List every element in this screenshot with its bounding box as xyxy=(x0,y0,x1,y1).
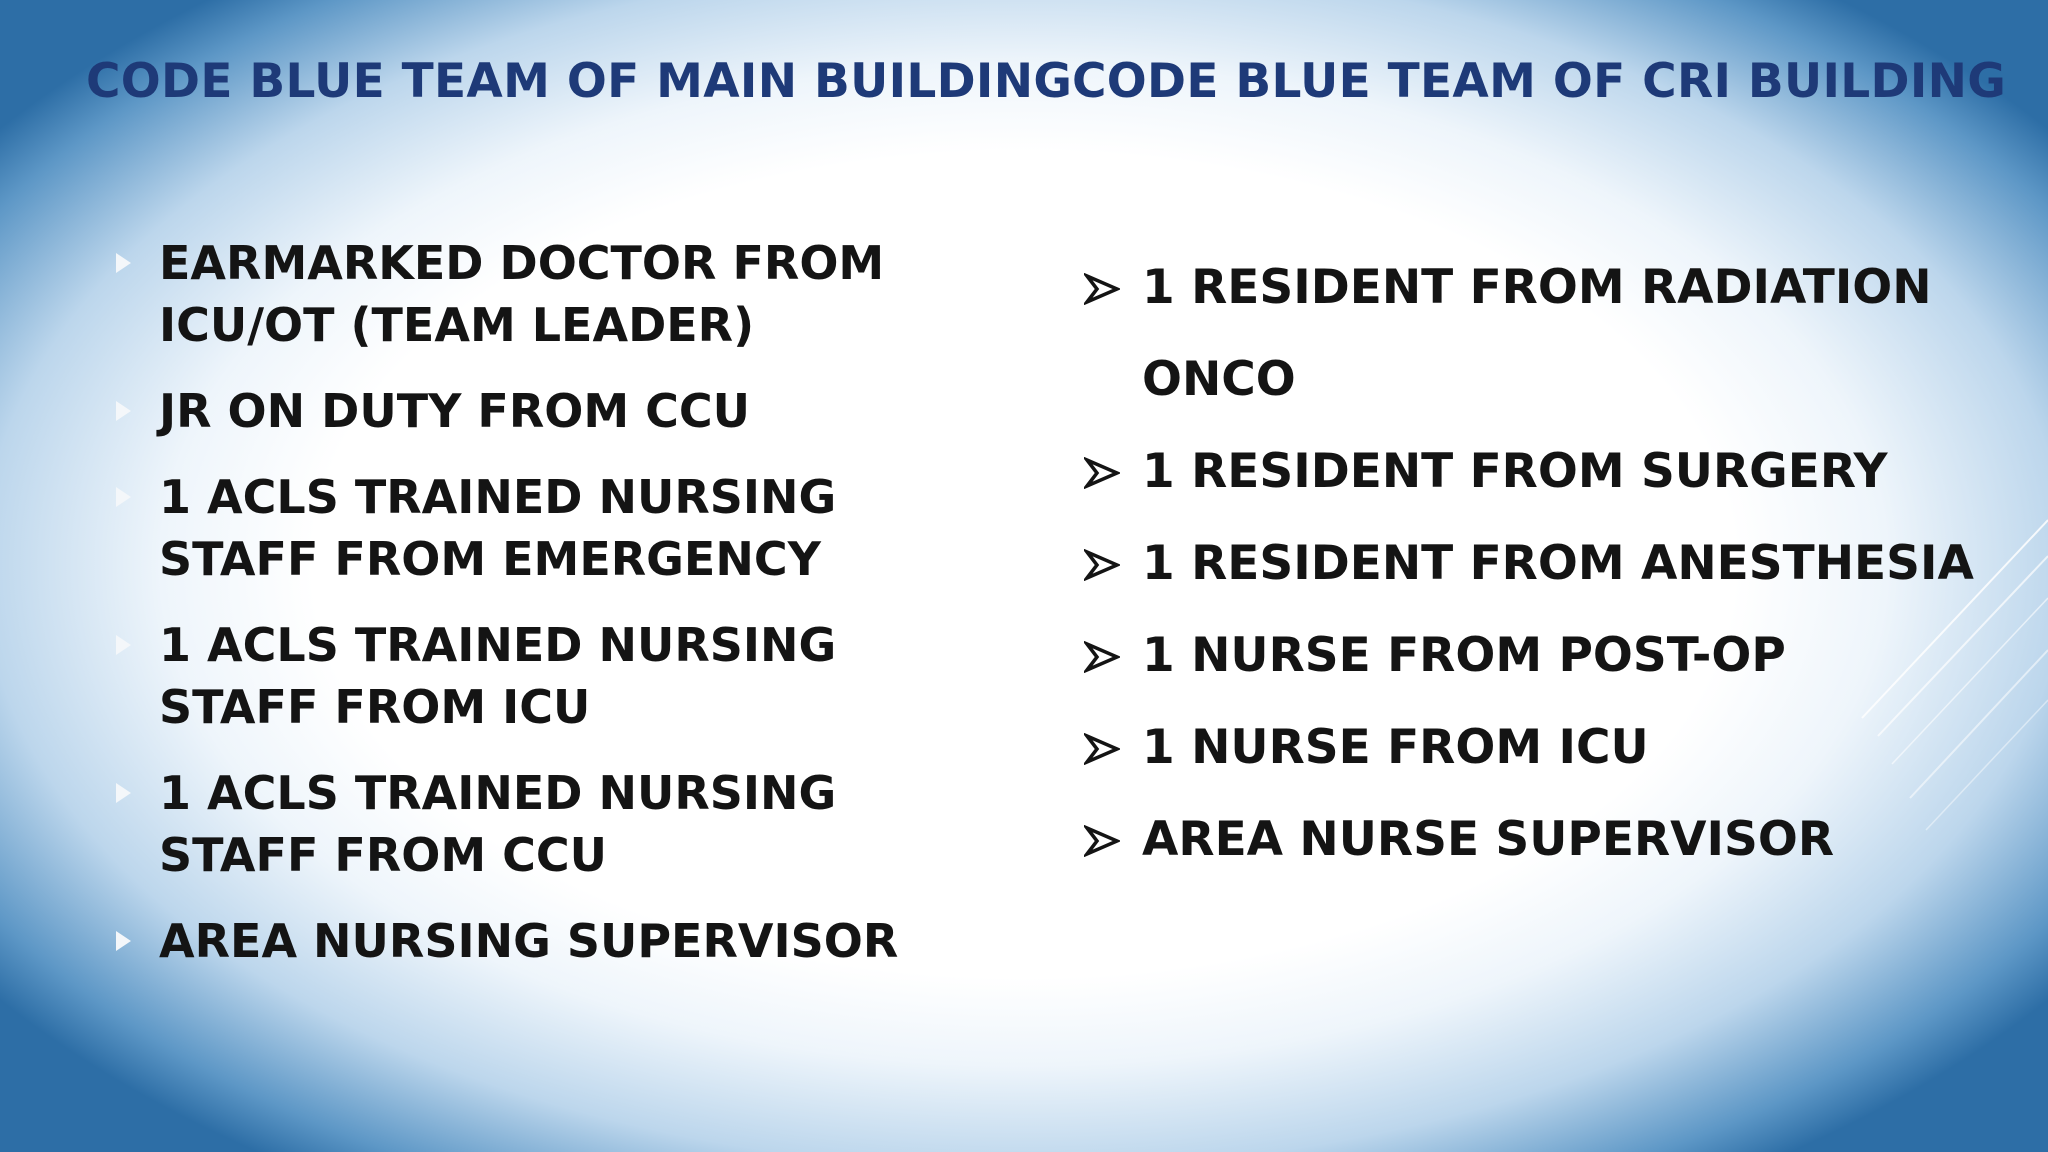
main-building-heading: CODE BLUE TEAM OF MAIN BUILDING xyxy=(86,54,1073,109)
list-item-text: AREA NURSE SUPERVISOR xyxy=(1142,812,1835,867)
cri-building-heading: CODE BLUE TEAM OF CRI BUILDING xyxy=(1072,54,2007,109)
list-item-text: EARMARKED DOCTOR FROM ICU/OT (TEAM LEADER) xyxy=(159,236,885,352)
list-item xyxy=(112,614,972,738)
list-item xyxy=(112,466,972,590)
list-item-text: AREA NURSING SUPERVISOR xyxy=(159,914,899,968)
list-item-text: 1 ACLS TRAINED NURSING STAFF FROM EMERGENCY xyxy=(159,470,837,586)
arrowhead-bullet-icon xyxy=(1084,549,1120,581)
triangle-bullet-icon xyxy=(116,931,131,951)
list-item xyxy=(112,910,972,972)
list-item xyxy=(112,762,972,886)
list-item-text: JR ON DUTY FROM CCU xyxy=(159,384,751,438)
list-item xyxy=(112,380,972,442)
triangle-bullet-icon xyxy=(116,253,131,273)
list-item xyxy=(1082,426,2012,518)
list-item xyxy=(1082,702,2012,794)
list-item-text: 1 RESIDENT FROM SURGERY xyxy=(1142,444,1888,499)
arrowhead-bullet-icon xyxy=(1084,825,1120,857)
list-item xyxy=(1082,518,2012,610)
triangle-bullet-icon xyxy=(116,401,131,421)
list-item-text: 1 RESIDENT FROM RADIATION ONCO xyxy=(1142,260,1932,407)
list-item-text: 1 RESIDENT FROM ANESTHESIA xyxy=(1142,536,1974,591)
arrowhead-bullet-icon xyxy=(1084,641,1120,673)
triangle-bullet-icon xyxy=(116,783,131,803)
list-item xyxy=(1082,242,2012,426)
triangle-bullet-icon xyxy=(116,487,131,507)
list-item xyxy=(1082,610,2012,702)
list-item xyxy=(112,232,972,356)
arrowhead-bullet-icon xyxy=(1084,733,1120,765)
list-item-text: 1 NURSE FROM POST-OP xyxy=(1142,628,1786,683)
arrowhead-bullet-icon xyxy=(1084,457,1120,489)
arrowhead-bullet-icon xyxy=(1084,273,1120,305)
list-item-text: 1 ACLS TRAINED NURSING STAFF FROM ICU xyxy=(159,618,837,734)
cri-building-list xyxy=(1082,242,2012,886)
list-item-text: 1 NURSE FROM ICU xyxy=(1142,720,1649,775)
main-building-list xyxy=(112,232,972,996)
triangle-bullet-icon xyxy=(116,635,131,655)
list-item-text: 1 ACLS TRAINED NURSING STAFF FROM CCU xyxy=(159,766,837,882)
list-item xyxy=(1082,794,2012,886)
